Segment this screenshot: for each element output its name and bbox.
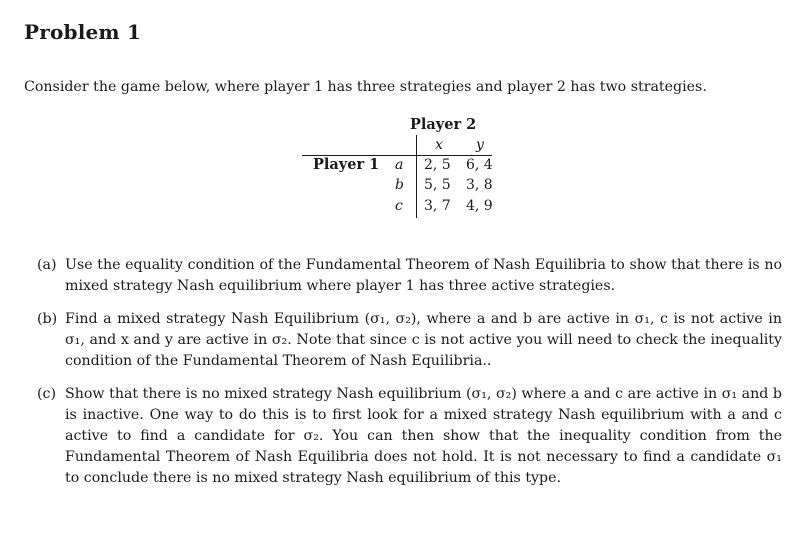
part-c-label: (c) [37, 386, 57, 402]
payoff-cell-b-x: 5, 5 [424, 177, 451, 193]
part-b [37, 309, 782, 372]
row-label-b: b [395, 177, 404, 193]
part-a-label: (a) [37, 257, 57, 273]
row-label-c: c [395, 198, 403, 214]
part-c-text: Show that there is no mixed strategy Nash equilibrium (σ₁, σ₂) where a and c are active in σ₁ and b is inactive. One way to do this is to first look for a mixed strategy Nash equilibrium with a and c active to find a candidate for σ₂. You can then show that the inequality condition from the Fundamental Theorem of Nash Equilibria does not hold. It is not necessary to find a candidate σ₁ to conclude there is no mixed strategy Nash equilibrium of this type. [65, 386, 782, 486]
payoff-cell-c-y: 4, 9 [466, 198, 493, 214]
matrix-vertical-rule [416, 135, 417, 218]
problem-heading: Problem 1 [24, 20, 142, 44]
payoff-cell-a-y: 6, 4 [466, 157, 493, 173]
column-header-x: x [435, 137, 443, 153]
matrix-horizontal-rule [302, 155, 492, 156]
player-2-label: Player 2 [410, 116, 477, 133]
row-label-a: a [395, 157, 404, 173]
part-b-label: (b) [37, 311, 58, 327]
problem-intro: Consider the game below, where player 1 has three strategies and player 2 has two strategies. [24, 79, 707, 95]
player-1-label: Player 1 [313, 156, 380, 173]
payoff-cell-c-x: 3, 7 [424, 198, 451, 214]
part-a [37, 255, 782, 297]
part-c [37, 384, 782, 489]
column-header-y: y [476, 137, 484, 153]
payoff-cell-a-x: 2, 5 [424, 157, 451, 173]
payoff-cell-b-y: 3, 8 [466, 177, 493, 193]
part-a-text: Use the equality condition of the Fundamental Theorem of Nash Equilibria to show that there is no mixed strategy Nash equilibrium where player 1 has three active strategies. [65, 257, 782, 294]
part-b-text: Find a mixed strategy Nash Equilibrium (σ₁, σ₂), where a and b are active in σ₁, c is not active in σ₁, and x and y are active in σ₂. Note that since c is not active you will need to check the inequality condition of the Fundamental Theorem of Nash Equilibria.. [65, 311, 782, 369]
payoff-matrix [300, 113, 520, 223]
